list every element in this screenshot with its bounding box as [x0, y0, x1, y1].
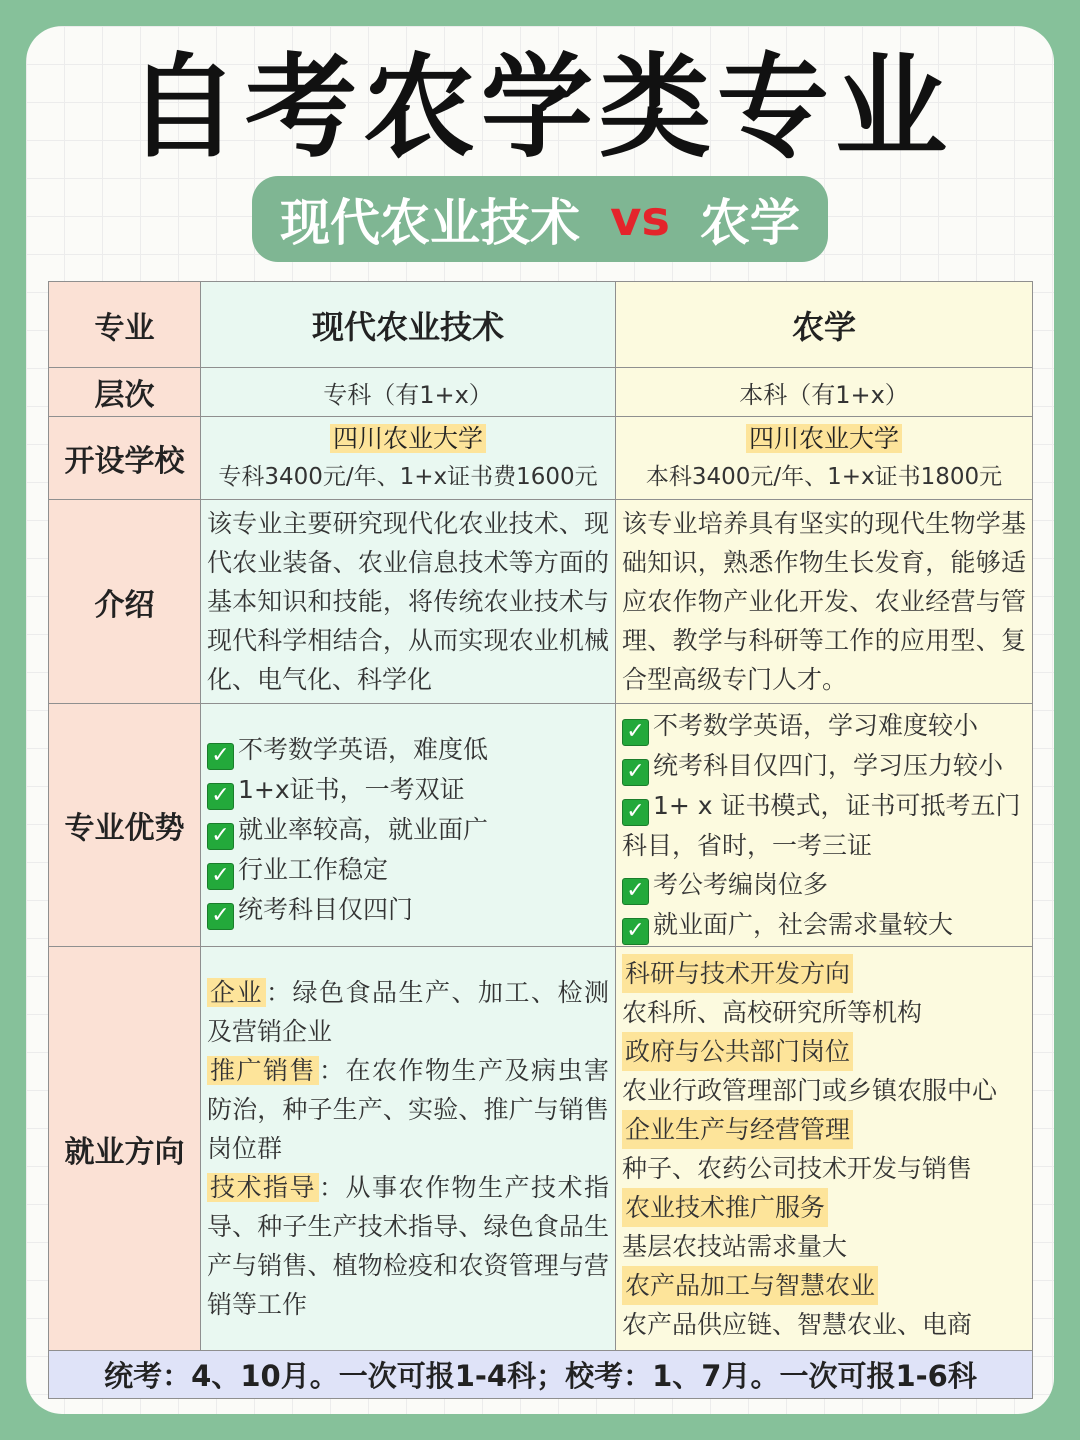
school-name-col2: 四川农业大学	[746, 424, 902, 453]
check-icon: ✓	[207, 783, 234, 810]
check-icon: ✓	[622, 799, 649, 826]
row-school	[49, 417, 1033, 500]
advantage-item: ✓ 就业率较高，就业面广	[207, 810, 609, 850]
advantage-item: ✓ 统考科目仅四门	[207, 890, 609, 930]
advantage-item: ✓ 1+x证书，一考双证	[207, 770, 609, 810]
career-item: 基层农技站需求量大	[622, 1231, 848, 1261]
advantage-item: ✓ 统考科目仅四门，学习压力较小	[622, 746, 1026, 786]
career-item: 农产品加工与智慧农业	[622, 1266, 1026, 1305]
intro-col1: 该专业主要研究现代化农业技术、现代农业装备、农业信息技术等方面的基本知识和技能，将传统农业技术与现代科学相结合，从而实现农业机械化、电气化、科学化	[201, 500, 616, 704]
subtitle-right: 农学	[699, 194, 800, 252]
advantage-item: ✓ 行业工作稳定	[207, 850, 609, 890]
school-col1	[201, 417, 616, 500]
career-item: 农产品供应链、智慧农业、电商	[622, 1309, 973, 1339]
header-col2: 农学	[616, 282, 1033, 368]
header-col1: 现代农业技术	[201, 282, 616, 368]
intro-col2: 该专业培养具有坚实的现代生物学基础知识，熟悉作物生长发育，能够适应农作物产业化开发、农业经营与管理、教学与科研等工作的应用型、复合型高级专门人才。	[616, 500, 1033, 704]
career-item: 企业生产与经营管理	[622, 1110, 1026, 1149]
page-title: 自考农学类专业	[127, 43, 953, 173]
school-fee-col1: 专科3400元/年、1+x证书费1600元	[218, 464, 598, 490]
advantages-col1	[201, 704, 616, 947]
row-career	[49, 947, 1033, 1351]
check-icon: ✓	[207, 863, 234, 890]
row-intro	[49, 500, 1033, 704]
row-level	[49, 368, 1033, 417]
career-label: 就业方向	[49, 947, 201, 1351]
career-item: 种子、农药公司技术开发与销售	[622, 1153, 973, 1183]
advantage-item: ✓ 考公考编岗位多	[622, 865, 1026, 905]
career-item: 农业行政管理部门或乡镇农服中心	[622, 1075, 998, 1105]
check-icon: ✓	[207, 823, 234, 850]
level-col1: 专科（有1+x）	[201, 368, 616, 417]
school-col2	[616, 417, 1033, 500]
advantages-label: 专业优势	[49, 704, 201, 947]
check-icon: ✓	[207, 903, 234, 930]
advantage-item: ✓ 不考数学英语，难度低	[207, 730, 609, 770]
level-label: 层次	[49, 368, 201, 417]
subtitle-vs: vs	[610, 191, 670, 247]
advantages-col2	[616, 704, 1033, 947]
school-fee-col2: 本科3400元/年、1+x证书1800元	[645, 464, 1003, 490]
career-col1	[201, 947, 616, 1351]
check-icon: ✓	[622, 759, 649, 786]
advantage-item: ✓ 就业面广，社会需求量较大	[622, 905, 1026, 945]
row-footer	[49, 1351, 1033, 1399]
subtitle-banner	[252, 176, 828, 262]
career-col2	[616, 947, 1033, 1351]
check-icon: ✓	[207, 743, 234, 770]
career-item: 农科所、高校研究所等机构	[622, 997, 923, 1027]
row-advantages	[49, 704, 1033, 947]
career-item: 农业技术推广服务	[622, 1188, 1026, 1227]
check-icon: ✓	[622, 918, 649, 945]
career-item: 政府与公共部门岗位	[622, 1032, 1026, 1071]
career-item: 企业 ：绿色食品生产、加工、检测及营销企业	[207, 978, 609, 1046]
row-header	[49, 282, 1033, 368]
advantage-item: ✓ 1+ x 证书模式，证书可抵考五门科目，省时，一考三证	[622, 790, 1021, 860]
career-item: 技术指导 ：从事农作物生产技术指导、种子生产技术指导、绿色食品生产与销售、植物检疫和农资管理与营销等工作	[207, 1173, 609, 1319]
school-name-col1: 四川农业大学	[330, 424, 486, 453]
footer-note: 统考：4、10月。一次可报1-4科；校考：1、7月。一次可报1-6科	[49, 1351, 1033, 1399]
check-icon: ✓	[622, 878, 649, 905]
intro-label: 介绍	[49, 500, 201, 704]
check-icon: ✓	[622, 719, 649, 746]
comparison-table	[48, 281, 1033, 1399]
advantage-item: ✓ 不考数学英语，学习难度较小	[622, 706, 1026, 746]
career-item: 科研与技术开发方向	[622, 954, 1026, 993]
career-item: 推广销售 ：在农作物生产及病虫害防治，种子生产、实验、推广与销售岗位群	[207, 1056, 609, 1163]
school-label: 开设学校	[49, 417, 201, 500]
level-col2: 本科（有1+x）	[616, 368, 1033, 417]
header-label: 专业	[49, 282, 201, 368]
subtitle-left: 现代农业技术	[280, 194, 581, 252]
